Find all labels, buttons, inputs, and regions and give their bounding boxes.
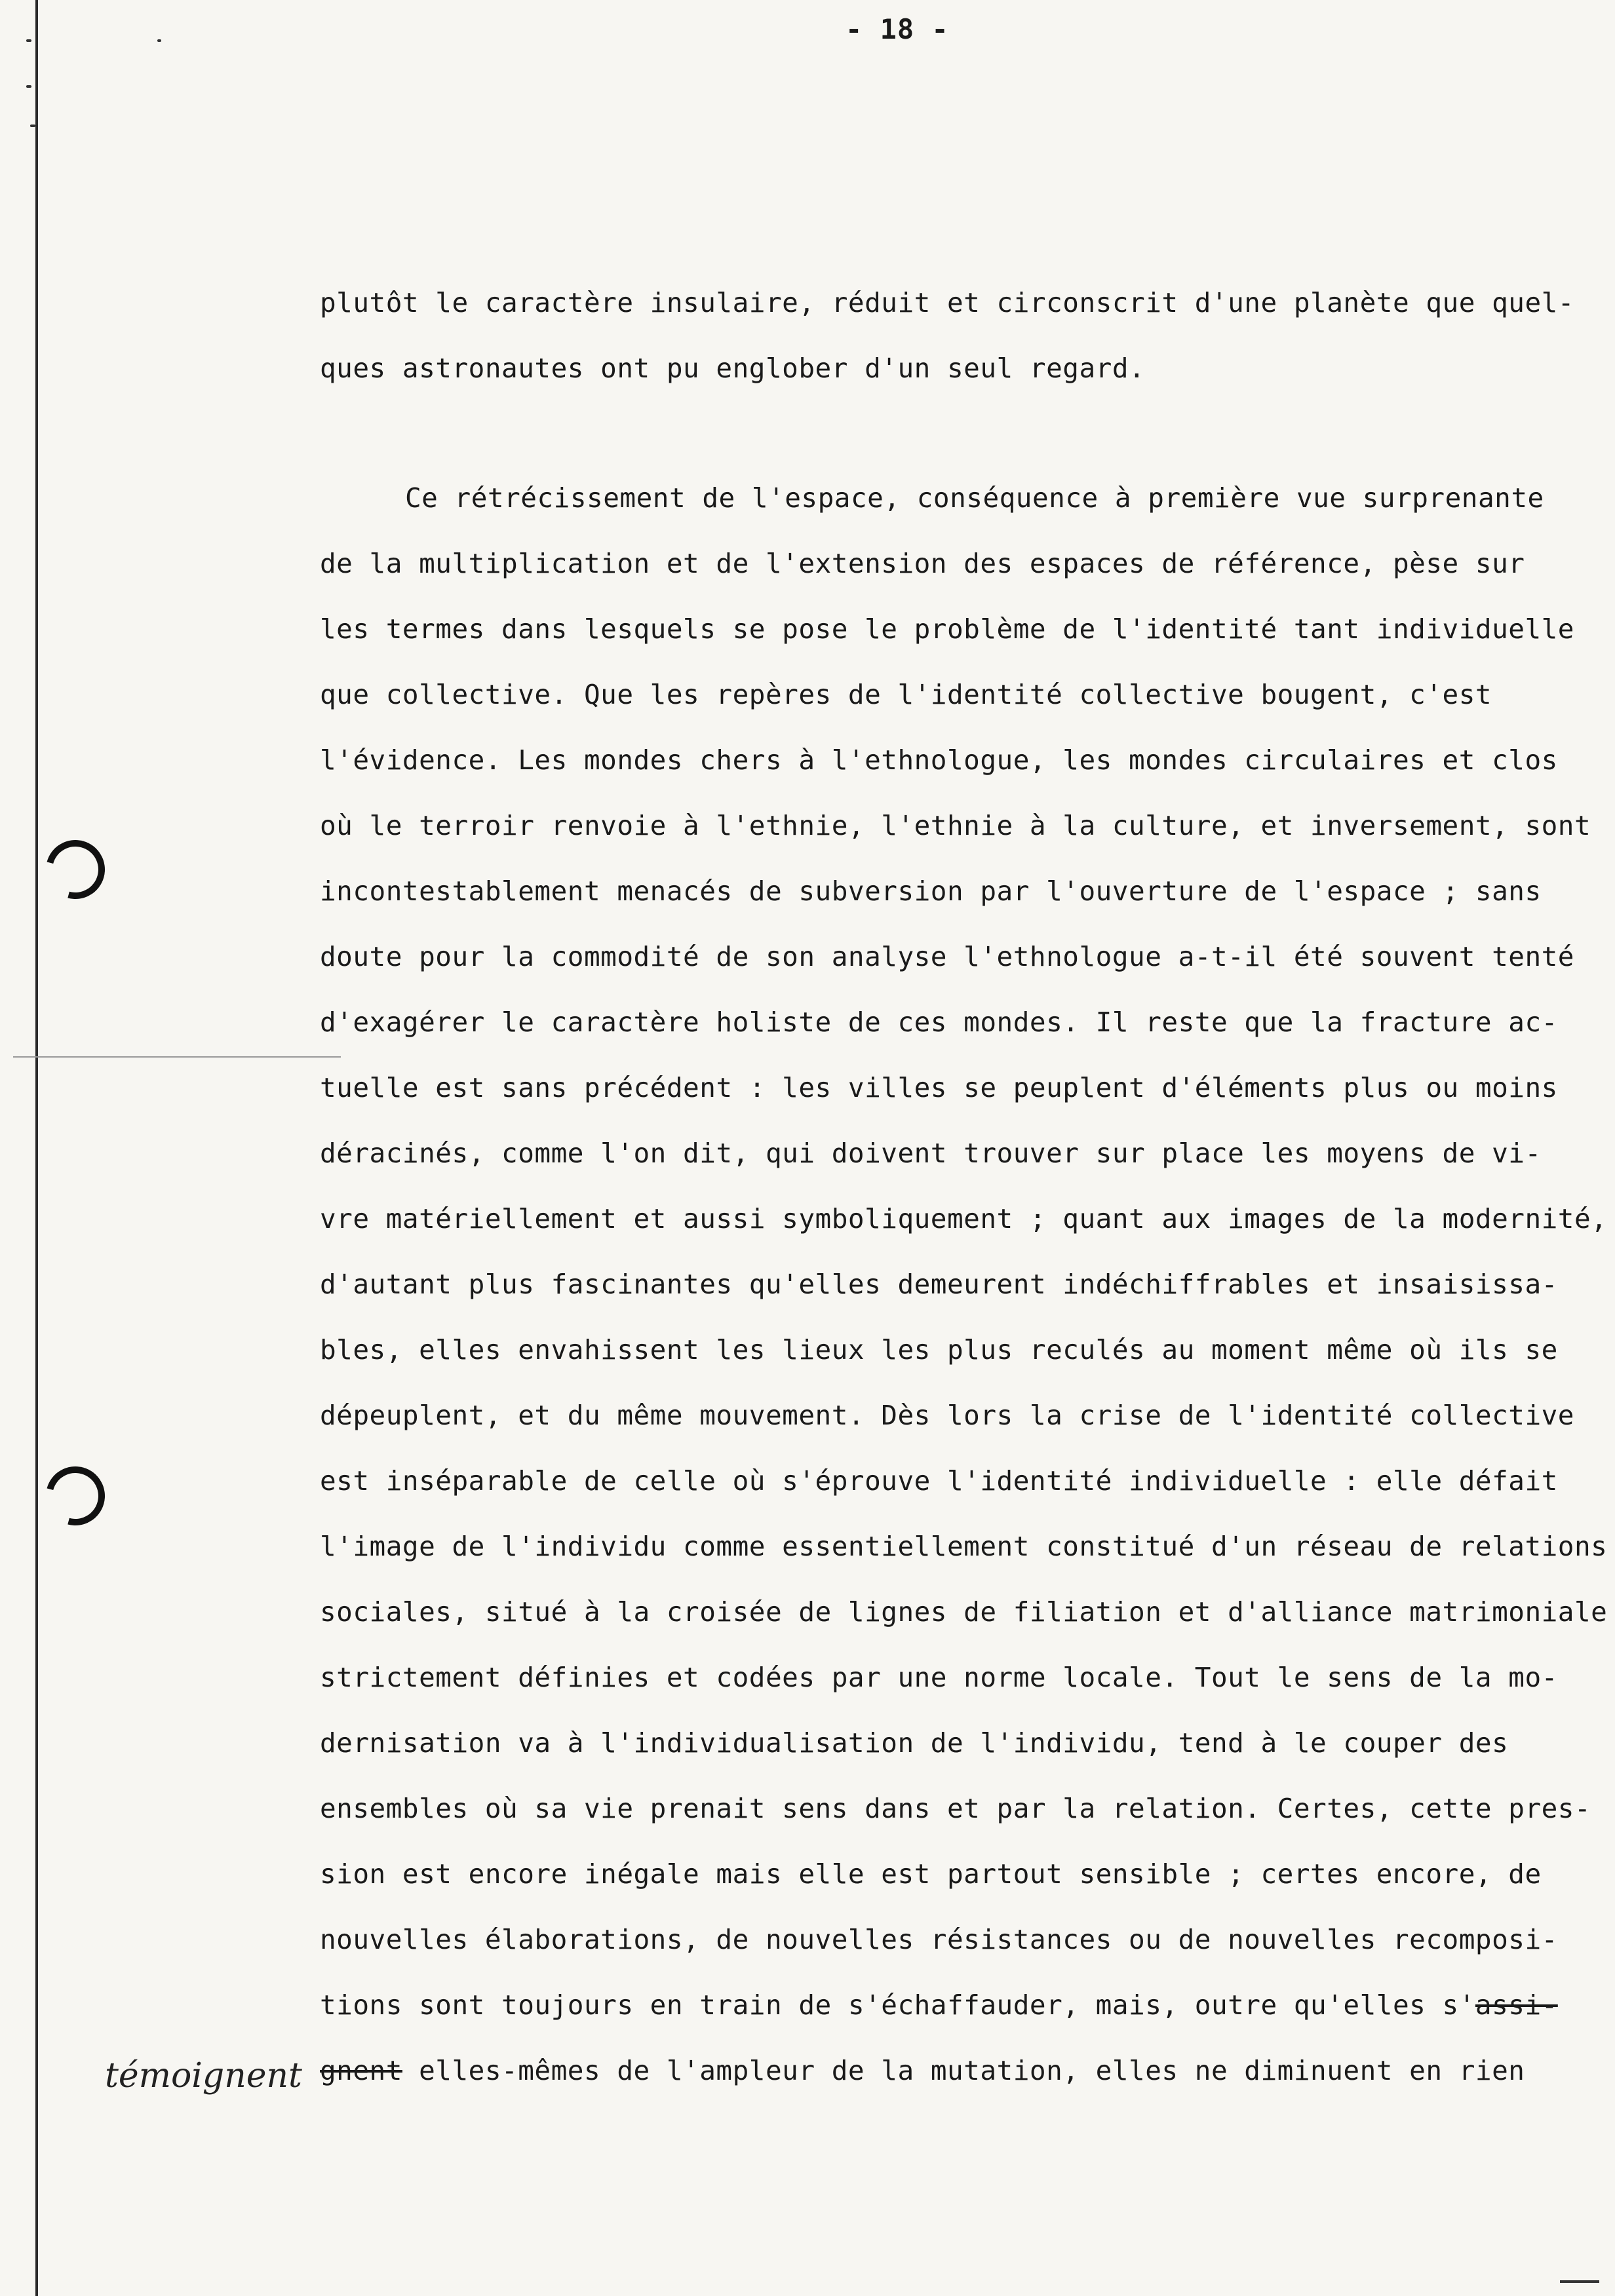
text-line: incontestablement menacés de subversion par l'ouverture de l'espace ; sans bbox=[320, 875, 1542, 907]
line-text: elles-mêmes de l'ampleur de la mutation, elles ne diminuent en rien bbox=[402, 2055, 1525, 2086]
text-line: sion est encore inégale mais elle est partout sensible ; certes encore, de bbox=[320, 1858, 1542, 1890]
text-line: ques astronautes ont pu englober d'un seul regard. bbox=[320, 353, 1146, 384]
paragraph-1 bbox=[320, 270, 1591, 401]
text-line: ensembles où sa vie prenait sens dans et par la relation. Certes, cette pres- bbox=[320, 1793, 1591, 1824]
text-line: d'exagérer le caractère holiste de ces mondes. Il reste que la fracture ac- bbox=[320, 1006, 1558, 1038]
text-line: plutôt le caractère insulaire, réduit et circonscrit d'une planète que quel- bbox=[320, 287, 1574, 318]
text-line: l'évidence. Les mondes chers à l'ethnologue, les mondes circulaires et clos bbox=[320, 744, 1558, 776]
scan-speck bbox=[26, 39, 31, 42]
text-line: Ce rétrécissement de l'espace, conséquence à première vue surprenante bbox=[405, 482, 1544, 514]
text-line: strictement définies et codées par une norme locale. Tout le sens de la mo- bbox=[320, 1662, 1558, 1693]
text-line: bles, elles envahissent les lieux les plus reculés au moment même où ils se bbox=[320, 1334, 1558, 1366]
scan-speck bbox=[26, 85, 31, 88]
line-text: tions sont toujours en train de s'échaffauder, mais, outre qu'elles s' bbox=[320, 1989, 1475, 2021]
scan-speck bbox=[30, 124, 35, 127]
handwritten-margin-note: témoignent bbox=[105, 2056, 302, 2095]
text-line: dépeuplent, et du même mouvement. Dès lors la crise de l'identité collective bbox=[320, 1400, 1574, 1431]
text-line: les termes dans lesquels se pose le problème de l'identité tant individuelle bbox=[320, 613, 1574, 645]
paragraph-2 bbox=[320, 465, 1608, 2103]
margin-rule bbox=[35, 0, 38, 2296]
text-line bbox=[320, 2038, 1591, 2103]
text-line: dernisation va à l'individualisation de l'individu, tend à le couper des bbox=[320, 1727, 1509, 1759]
scan-speck bbox=[157, 39, 161, 42]
punch-hole bbox=[35, 1456, 116, 1537]
scan-dash bbox=[13, 1056, 341, 1058]
text-line: tuelle est sans précédent : les villes se peuplent d'éléments plus ou moins bbox=[320, 1072, 1558, 1103]
text-line: d'autant plus fascinantes qu'elles demeurent indéchiffrables et insaisissa- bbox=[320, 1269, 1558, 1300]
punch-hole bbox=[35, 830, 116, 910]
text-line: doute pour la commodité de son analyse l'ethnologue a-t-il été souvent tenté bbox=[320, 941, 1574, 972]
text-line: que collective. Que les repères de l'identité collective bougent, c'est bbox=[320, 679, 1492, 710]
text-line: déracinés, comme l'on dit, qui doivent trouver sur place les moyens de vi- bbox=[320, 1138, 1542, 1169]
text-line bbox=[320, 1972, 1591, 2038]
text-line: sociales, situé à la croisée de lignes de filiation et d'alliance matrimoniale bbox=[320, 1596, 1608, 1628]
struck-text: assi- bbox=[1475, 1989, 1558, 2021]
text-line: nouvelles élaborations, de nouvelles résistances ou de nouvelles recomposi- bbox=[320, 1924, 1558, 1955]
text-line: l'image de l'individu comme essentiellement constitué d'un réseau de relations bbox=[320, 1531, 1608, 1562]
text-line: où le terroir renvoie à l'ethnie, l'ethnie à la culture, et inversement, sont bbox=[320, 810, 1591, 841]
corner-mark bbox=[1560, 2280, 1599, 2283]
text-line: est inséparable de celle où s'éprouve l'identité individuelle : elle défait bbox=[320, 1465, 1558, 1497]
text-line: vre matériellement et aussi symboliquement ; quant aux images de la modernité, bbox=[320, 1203, 1608, 1234]
struck-text: gnent bbox=[320, 2055, 402, 2086]
page-number: - 18 - bbox=[846, 13, 949, 45]
text-line: de la multiplication et de l'extension des espaces de référence, pèse sur bbox=[320, 548, 1525, 579]
